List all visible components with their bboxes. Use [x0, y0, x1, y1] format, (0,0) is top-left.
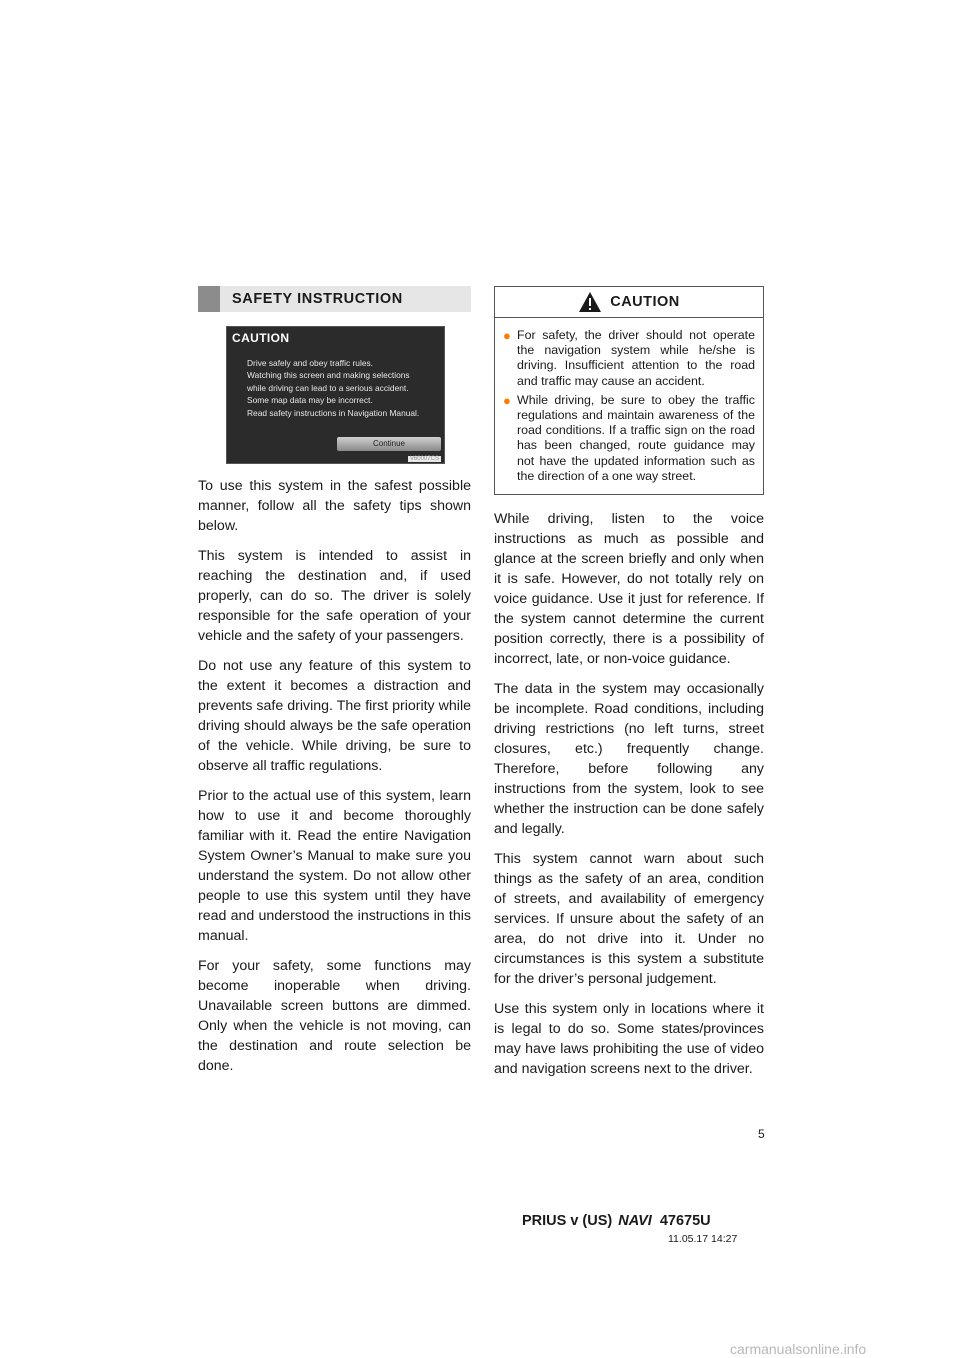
- footer-code: 47675U: [659, 1213, 711, 1229]
- screen-text: [247, 357, 419, 419]
- screen-continue-button: Continue: [337, 437, 441, 451]
- body-paragraph: Use this system only in locations where it is legal to do so. Some states/provinces may have laws prohibiting the use of video and navigation screens next to the driver.: [494, 1001, 764, 1078]
- screen-line: Watching this screen and making selections: [247, 370, 410, 381]
- screen-line: while driving can lead to a serious accident.: [247, 382, 409, 393]
- caution-item-text: While driving, be sure to obey the traffic regulations and maintain awareness of the road conditions. If a traffic sign on the road has been changed, route guidance may not have the updated information such as the direction of a one way street.: [517, 392, 755, 483]
- screen-line: Drive safely and obey traffic rules.: [247, 358, 373, 368]
- caution-screen-image: [226, 326, 445, 464]
- watermark: carmanualsonline.info: [730, 1341, 867, 1357]
- body-paragraph: Prior to the actual use of this system, learn how to use it and become thoroughly familiar with it. Read the entire Navigation System Owner’s Manual to make sure you understand the system. Do not allow other people to use this system until they have read and understood the instructions in this manual.: [198, 788, 471, 944]
- body-paragraph: While driving, listen to the voice instructions as much as possible and glance at the screen briefly and only when it is safe. However, do not totally rely on voice guidance. Use it just for reference. If the system cannot determine the current position correctly, there is a possibility of incorrect, late, or non-voice guidance.: [494, 511, 764, 668]
- page-number: 5: [758, 1127, 765, 1141]
- caution-body: [495, 318, 763, 494]
- caution-box: [494, 286, 764, 495]
- caution-title: CAUTION: [610, 294, 680, 310]
- body-paragraph: This system is intended to assist in reaching the destination and, if used properly, can do so. The driver is solely responsible for the safe operation of your vehicle and the safety of your passengers.: [198, 548, 471, 644]
- circle-bullet-icon: ●: [503, 328, 511, 343]
- body-paragraph: To use this system in the safest possible manner, follow all the safety tips shown below.: [198, 478, 471, 534]
- right-column: [494, 286, 764, 1079]
- screen-title: CAUTION: [232, 331, 290, 345]
- warning-triangle-icon: [578, 291, 602, 313]
- body-paragraph: The data in the system may occasionally be incomplete. Road conditions, including driving restrictions (no left turns, street closures, etc.) frequently change. Therefore, before following any instructions from the system, look to see whether the instruction can be done safely and legally.: [494, 681, 764, 838]
- footer-model: PRIUS v (US): [522, 1213, 613, 1229]
- caution-item-text: For safety, the driver should not operate the navigation system while he/she is driving. Insufficient attention to the road and traffic may cause an accident.: [517, 328, 755, 388]
- caution-item: [503, 393, 755, 484]
- section-header: [198, 286, 471, 312]
- left-column: [198, 286, 471, 1076]
- footer-navi: NAVI: [618, 1213, 652, 1229]
- body-paragraph: Do not use any feature of this system to the extent it becomes a distraction and prevents safe driving. The first priority while driving should always be the safe operation of the vehicle. While driving, be sure to observe all traffic regulations.: [198, 658, 471, 774]
- screen-line: Read safety instructions in Navigation Manual.: [247, 407, 420, 418]
- caution-item: [503, 328, 755, 389]
- screen-line: Some map data may be incorrect.: [247, 395, 373, 406]
- footer-title: [522, 1213, 711, 1229]
- body-paragraph: For your safety, some functions may become inoperable when driving. Unavailable screen buttons are dimmed. Only when the vehicle is not moving, can the destination and route selection be done.: [198, 958, 471, 1074]
- footer-timestamp: 11.05.17 14:27: [668, 1233, 738, 1245]
- section-title: SAFETY INSTRUCTION: [232, 291, 403, 307]
- image-code: V60007CS: [409, 456, 439, 462]
- circle-bullet-icon: ●: [503, 392, 511, 408]
- section-header-tab: [198, 286, 220, 312]
- caution-header: [495, 287, 763, 318]
- body-paragraph: This system cannot warn about such things as the safety of an area, condition of streets, and availability of emergency services. If unsure about the safety of an area, do not drive into it. Under no circumstances is this system a substitute for the driver’s personal judgement.: [494, 851, 764, 988]
